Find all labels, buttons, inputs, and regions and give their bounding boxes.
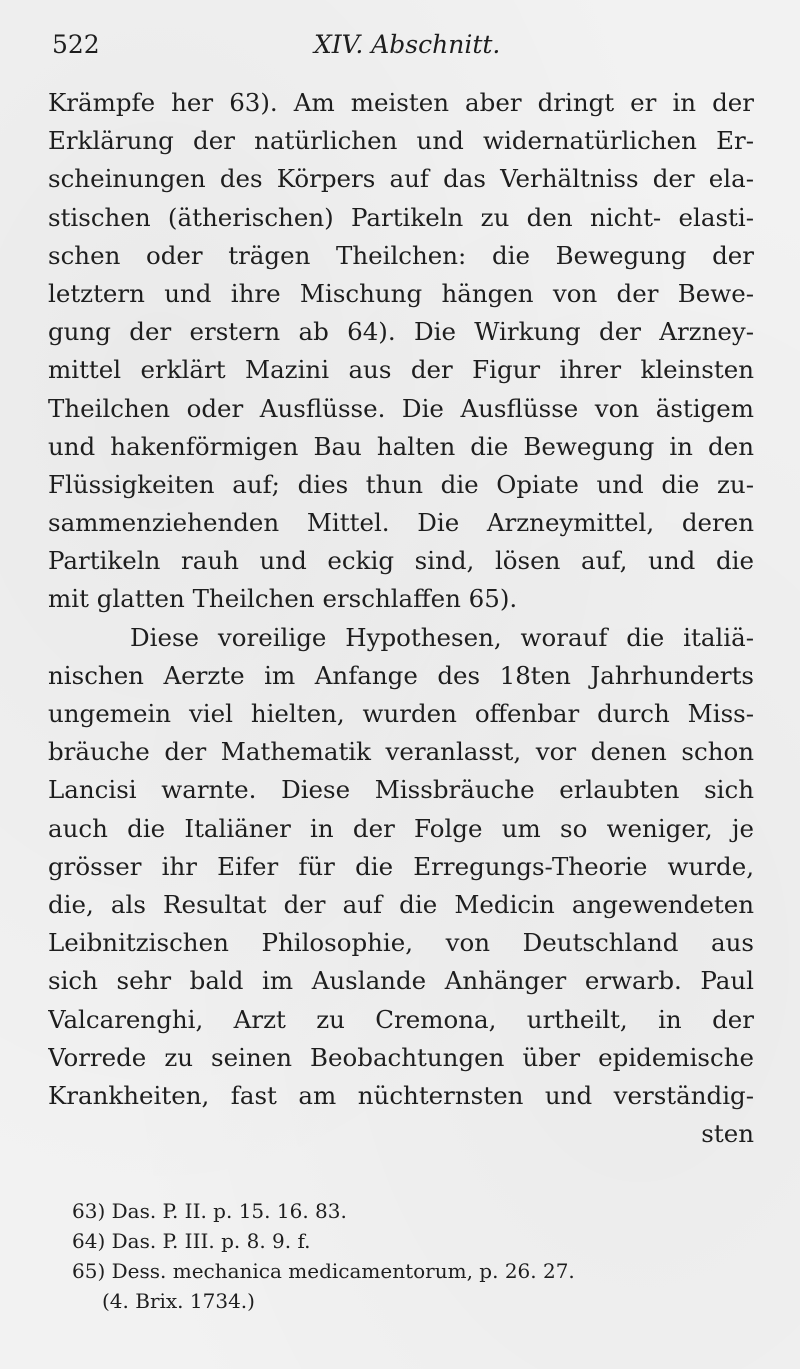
text-line: sammenziehenden Mittel. Die Arzneymittel, deren (48, 508, 754, 538)
text-line: die, als Resultat der auf die Medicin angewendeten (48, 889, 754, 919)
text-line: scheinungen des Körpers auf das Verhältniss der ela- (48, 164, 754, 194)
text-line: nischen Aerzte im Anfange des 18ten Jahrhunderts (48, 660, 754, 690)
text-line: ungemein viel hielten, wurden offenbar durch Miss- (48, 699, 754, 728)
text-line: Leibnitzischen Philosophie, von Deutschland aus (48, 928, 754, 958)
text-line: auch die Italiäner in der Folge um so weniger, je (48, 813, 754, 843)
text-line: Krankheiten, fast am nüchternsten und verständig- (48, 1080, 754, 1110)
text-line: grösser ihr Eifer für die Erregungs-Theorie wurde, (48, 851, 754, 881)
text-line: Diese voreilige Hypothesen, worauf die italiä- (130, 622, 754, 652)
text-line: mittel erklärt Mazini aus der Figur ihrer kleinsten (48, 355, 754, 385)
text-line: Lancisi warnte. Diese Missbräuche erlaubten sich (48, 775, 754, 805)
section-title: XIV. Abschnitt. (314, 30, 501, 59)
running-header (52, 30, 752, 64)
text-line: Vorrede zu seinen Beobachtungen über epidemische (48, 1042, 754, 1072)
catchword: sten (701, 1119, 754, 1149)
text-line: gung der erstern ab 64). Die Wirkung der Arzney- (48, 317, 754, 347)
text-line: Partikeln rauh und eckig sind, lösen auf, und die (48, 546, 754, 576)
text-line: sich sehr bald im Auslande Anhänger erwarb. Paul (48, 966, 754, 996)
text-line: bräuche der Mathematik veranlasst, vor denen schon (48, 737, 754, 767)
text-line: Krämpfe her 63). Am meisten aber dringt er in der (48, 88, 754, 117)
footnote: 65) Dess. mechanica medicamentorum, p. 26. 27. (72, 1259, 575, 1283)
text-line: stischen (ätherischen) Partikeln zu den nicht- elasti- (48, 202, 754, 232)
text-line: Erklärung der natürlichen und widernatürlichen Er- (48, 126, 754, 156)
text-line: Valcarenghi, Arzt zu Cremona, urtheilt, in der (48, 1004, 754, 1034)
text-line: Theilchen oder Ausflüsse. Die Ausflüsse von ästigem (48, 393, 754, 423)
text-line: und hakenförmigen Bau halten die Bewegung in den (48, 431, 754, 461)
footnote: 63) Das. P. II. p. 15. 16. 83. (72, 1199, 347, 1223)
footnote: 64) Das. P. III. p. 8. 9. f. (72, 1229, 311, 1253)
text-line: mit glatten Theilchen erschlaffen 65). (48, 584, 518, 614)
text-line: letztern und ihre Mischung hängen von der Bewe- (48, 278, 754, 308)
footnote-continuation: (4. Brix. 1734.) (102, 1289, 255, 1313)
text-line: schen oder trägen Theilchen: die Bewegung der (48, 240, 754, 270)
text-line: Flüssigkeiten auf; dies thun die Opiate und die zu- (48, 469, 754, 499)
footnotes (72, 1196, 742, 1316)
page-number: 522 (52, 30, 100, 59)
body-text (48, 84, 754, 1153)
